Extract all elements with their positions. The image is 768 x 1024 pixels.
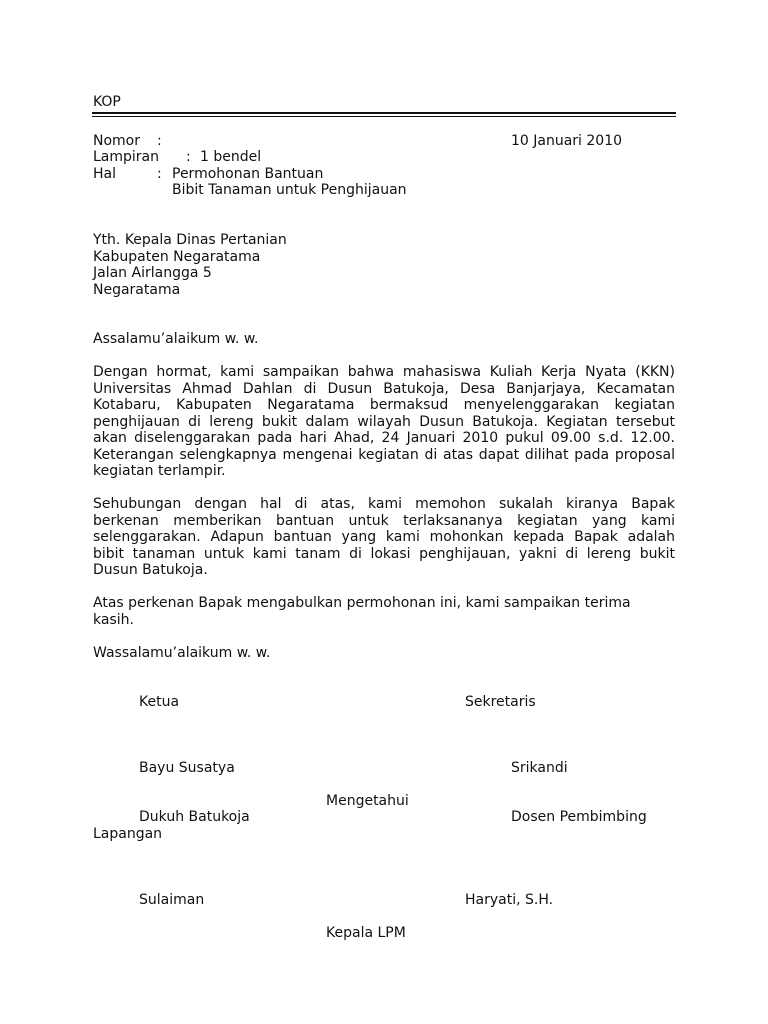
kop-rule-thick [92,112,676,114]
paragraph-line: bibit tanaman untuk kami tanam di lokasi penghijauan, yakni di lereng bukit [93,545,675,562]
addressee-line: Jalan Airlangga 5 [93,265,212,281]
dukuh-title: Dukuh Batukoja [139,809,250,825]
dosen-name: Haryati, S.H. [465,892,554,908]
paragraph-line: kasih. [93,611,134,628]
sekretaris-name: Srikandi [511,760,568,776]
paragraph-line: Dusun Batukoja. [93,562,208,578]
nomor-label: Nomor [93,133,140,149]
ketua-name: Bayu Susatya [139,760,235,776]
kop-label: KOP [93,94,121,110]
addressee-line: Kabupaten Negaratama [93,248,261,265]
paragraph-line: selenggarakan. Adapun bantuan yang kami mohonkan kepada Bapak adalah [93,529,675,545]
hal-line-2: Bibit Tanaman untuk Penghijauan [172,182,407,198]
lpm-title: Kepala LPM [326,925,406,941]
addressee-line: Negaratama [93,281,181,298]
lampiran-sep: : [186,149,191,165]
kop-rule-thin [92,116,676,117]
paragraph-line: penghijauan di lereng bukit dalam wilayah Dusun Batukoja. Kegiatan tersebut [93,413,675,430]
dukuh-name: Sulaiman [139,892,205,908]
addressee-line: Yth. Kepala Dinas Pertanian [93,232,287,248]
paragraph-line: kegiatan terlampir. [93,463,226,479]
body-paragraph-3 [93,595,675,628]
hal-label: Hal [93,166,116,182]
lampiran-label: Lampiran [93,149,160,165]
letter-date: 10 Januari 2010 [511,133,623,149]
hal-sep: : [157,166,162,182]
ketua-title: Ketua [139,694,180,710]
body-paragraph-1 [93,364,675,480]
paragraph-line: Atas perkenan Bapak mengabulkan permohonan ini, kami sampaikan terima [93,595,631,611]
dosen-title: Dosen Pembimbing [511,809,647,825]
body-paragraph-2 [93,496,675,579]
paragraph-line: Keterangan selengkapnya mengenai kegiatan di atas dapat dilihat pada proposal [93,446,675,463]
salam-penutup: Wassalamu’alaikum w. w. [93,645,271,661]
paragraph-line: Universitas Ahmad Dahlan di Dusun Batukoja, Desa Banjarjaya, Kecamatan [93,380,675,397]
hal-line-1: Permohonan Bantuan [172,166,324,182]
paragraph-line: Sehubungan dengan hal di atas, kami memohon sukalah kiranya Bapak [93,496,675,512]
paragraph-line: akan diselenggarakan pada hari Ahad, 24 Januari 2010 pukul 09.00 s.d. 12.00. [93,430,675,446]
lampiran-value: 1 bendel [200,149,262,165]
paragraph-line: Kotabaru, Kabupaten Negaratama bermaksud menyelenggarakan kegiatan [93,397,675,413]
paragraph-line: Dengan hormat, kami sampaikan bahwa mahasiswa Kuliah Kerja Nyata (KKN) [93,364,675,380]
nomor-sep: : [157,133,162,149]
salam-pembuka: Assalamu’alaikum w. w. [93,331,259,347]
addressee-block [93,232,287,298]
mengetahui-label: Mengetahui [326,793,409,809]
dosen-title-continued: Lapangan [93,826,163,842]
sekretaris-title: Sekretaris [465,694,536,710]
paragraph-line: berkenan memberikan bantuan untuk terlaksananya kegiatan yang kami [93,512,675,529]
